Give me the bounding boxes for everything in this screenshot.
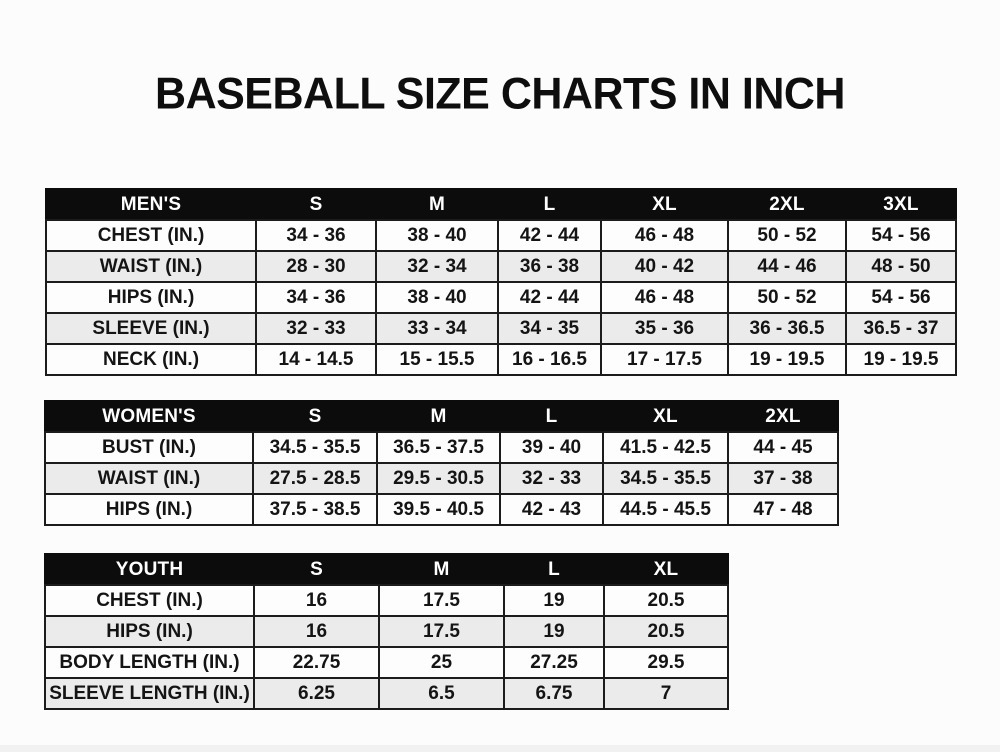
size-value-cell: 16 - 16.5	[498, 344, 601, 375]
table-row	[46, 344, 956, 375]
size-value-cell: 16	[254, 585, 379, 616]
youth-size-column-header: S	[254, 554, 379, 585]
size-value-cell: 28 - 30	[256, 251, 376, 282]
size-value-cell: 16	[254, 616, 379, 647]
size-value-cell: 20.5	[604, 585, 728, 616]
size-value-cell: 7	[604, 678, 728, 709]
table-row	[45, 616, 728, 647]
womens-size-column-header: M	[377, 401, 500, 432]
size-value-cell: 34.5 - 35.5	[253, 432, 377, 463]
size-value-cell: 35 - 36	[601, 313, 728, 344]
measurement-row-label: HIPS (IN.)	[45, 616, 254, 647]
size-value-cell: 36 - 36.5	[728, 313, 846, 344]
size-value-cell: 29.5 - 30.5	[377, 463, 500, 494]
size-value-cell: 36 - 38	[498, 251, 601, 282]
table-row	[45, 494, 838, 525]
size-value-cell: 33 - 34	[376, 313, 498, 344]
table-row	[45, 585, 728, 616]
image-edge-artifact	[0, 745, 1000, 752]
youth-size-column-header: M	[379, 554, 504, 585]
size-value-cell: 25	[379, 647, 504, 678]
measurement-row-label: WAIST (IN.)	[45, 463, 253, 494]
page-title: BASEBALL SIZE CHARTS IN INCH	[155, 69, 845, 119]
size-value-cell: 47 - 48	[728, 494, 838, 525]
size-value-cell: 36.5 - 37.5	[377, 432, 500, 463]
mens-table-title: MEN'S	[46, 189, 256, 220]
size-value-cell: 32 - 33	[256, 313, 376, 344]
size-value-cell: 38 - 40	[376, 282, 498, 313]
measurement-row-label: SLEEVE (IN.)	[46, 313, 256, 344]
size-value-cell: 27.5 - 28.5	[253, 463, 377, 494]
size-value-cell: 14 - 14.5	[256, 344, 376, 375]
size-value-cell: 22.75	[254, 647, 379, 678]
size-value-cell: 29.5	[604, 647, 728, 678]
size-value-cell: 50 - 52	[728, 220, 846, 251]
size-value-cell: 34 - 35	[498, 313, 601, 344]
size-value-cell: 34 - 36	[256, 282, 376, 313]
mens-size-column-header: 3XL	[846, 189, 956, 220]
size-value-cell: 48 - 50	[846, 251, 956, 282]
table-row	[46, 282, 956, 313]
size-value-cell: 19 - 19.5	[728, 344, 846, 375]
size-value-cell: 38 - 40	[376, 220, 498, 251]
size-value-cell: 46 - 48	[601, 220, 728, 251]
size-value-cell: 44.5 - 45.5	[603, 494, 728, 525]
size-value-cell: 17.5	[379, 616, 504, 647]
size-value-cell: 6.5	[379, 678, 504, 709]
size-value-cell: 46 - 48	[601, 282, 728, 313]
womens-size-column-header: S	[253, 401, 377, 432]
mens-size-column-header: L	[498, 189, 601, 220]
size-value-cell: 34.5 - 35.5	[603, 463, 728, 494]
size-value-cell: 27.25	[504, 647, 604, 678]
womens-table-title: WOMEN'S	[45, 401, 253, 432]
mens-size-column-header: M	[376, 189, 498, 220]
womens-size-column-header: L	[500, 401, 603, 432]
size-value-cell: 54 - 56	[846, 220, 956, 251]
size-value-cell: 19 - 19.5	[846, 344, 956, 375]
size-value-cell: 20.5	[604, 616, 728, 647]
size-value-cell: 54 - 56	[846, 282, 956, 313]
size-value-cell: 17 - 17.5	[601, 344, 728, 375]
table-row	[46, 251, 956, 282]
size-value-cell: 39 - 40	[500, 432, 603, 463]
womens-header-row	[45, 401, 838, 432]
table-row	[45, 647, 728, 678]
mens-size-column-header: S	[256, 189, 376, 220]
table-row	[45, 678, 728, 709]
size-value-cell: 19	[504, 616, 604, 647]
womens-size-table	[44, 400, 839, 526]
measurement-row-label: HIPS (IN.)	[45, 494, 253, 525]
size-value-cell: 42 - 43	[500, 494, 603, 525]
size-value-cell: 50 - 52	[728, 282, 846, 313]
table-row	[45, 463, 838, 494]
mens-size-column-header: 2XL	[728, 189, 846, 220]
table-row	[46, 313, 956, 344]
table-row	[46, 220, 956, 251]
measurement-row-label: CHEST (IN.)	[46, 220, 256, 251]
size-value-cell: 17.5	[379, 585, 504, 616]
size-value-cell: 19	[504, 585, 604, 616]
youth-size-column-header: L	[504, 554, 604, 585]
youth-header-row	[45, 554, 728, 585]
youth-table-title: YOUTH	[45, 554, 254, 585]
size-value-cell: 42 - 44	[498, 220, 601, 251]
size-value-cell: 44 - 46	[728, 251, 846, 282]
measurement-row-label: SLEEVE LENGTH (IN.)	[45, 678, 254, 709]
measurement-row-label: WAIST (IN.)	[46, 251, 256, 282]
youth-size-column-header: XL	[604, 554, 728, 585]
size-value-cell: 34 - 36	[256, 220, 376, 251]
size-value-cell: 39.5 - 40.5	[377, 494, 500, 525]
measurement-row-label: HIPS (IN.)	[46, 282, 256, 313]
size-value-cell: 36.5 - 37	[846, 313, 956, 344]
mens-header-row	[46, 189, 956, 220]
size-value-cell: 44 - 45	[728, 432, 838, 463]
mens-size-column-header: XL	[601, 189, 728, 220]
womens-size-column-header: 2XL	[728, 401, 838, 432]
size-value-cell: 40 - 42	[601, 251, 728, 282]
womens-size-column-header: XL	[603, 401, 728, 432]
measurement-row-label: BODY LENGTH (IN.)	[45, 647, 254, 678]
size-value-cell: 37.5 - 38.5	[253, 494, 377, 525]
measurement-row-label: BUST (IN.)	[45, 432, 253, 463]
table-row	[45, 432, 838, 463]
youth-size-table	[44, 553, 729, 710]
size-value-cell: 6.75	[504, 678, 604, 709]
mens-size-table	[45, 188, 957, 376]
size-value-cell: 15 - 15.5	[376, 344, 498, 375]
size-value-cell: 42 - 44	[498, 282, 601, 313]
measurement-row-label: NECK (IN.)	[46, 344, 256, 375]
size-value-cell: 41.5 - 42.5	[603, 432, 728, 463]
size-value-cell: 6.25	[254, 678, 379, 709]
size-value-cell: 32 - 34	[376, 251, 498, 282]
size-value-cell: 37 - 38	[728, 463, 838, 494]
measurement-row-label: CHEST (IN.)	[45, 585, 254, 616]
size-value-cell: 32 - 33	[500, 463, 603, 494]
